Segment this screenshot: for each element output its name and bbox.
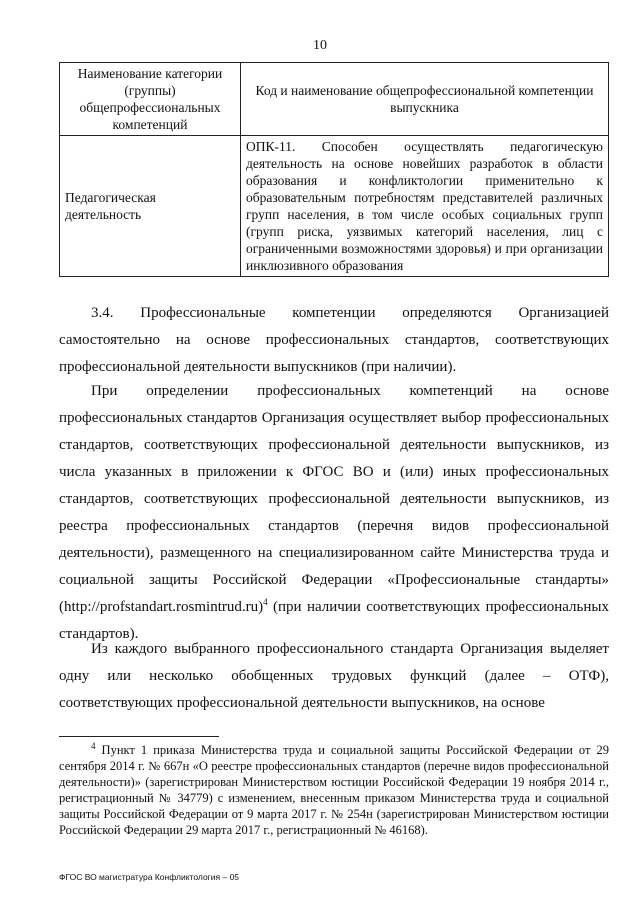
header-category: Наименование категории (группы) общепрофессиональных компетенций (60, 63, 241, 136)
paragraph-standards-tail: (при наличии соответствующих профессиональных стандартов). (59, 599, 609, 642)
footnote-ref: 4 (263, 597, 268, 607)
footnote (59, 742, 609, 838)
paragraph-3-4: 3.4. Профессиональные компетенции определяются Организацией самостоятельно на основе профессиональных стандартов, соответствующих профессиональной деятельности выпускников (при наличии). (59, 305, 609, 375)
paragraph-otf: Из каждого выбранного профессионального стандарта Организация выделяет одну или несколько обобщенных трудовых функций (далее – ОТФ), соответствующих профессиональной деятельности выпускников, на основе (59, 641, 609, 711)
footnote-divider (59, 736, 219, 737)
footnote-marker: 4 (91, 740, 96, 751)
page-footer: ФГОС ВО магистратура Конфликтология – 05 (59, 872, 240, 882)
page-number: 10 (313, 38, 327, 53)
cell-competence: ОПК-11. Способен осуществлять педагогическую деятельность на основе новейших разработок в области образования и конфликтологии применительно к образовательным потребностям представителей различных групп населения, в том числе особых социальных групп (групп риска, уязвимых категорий населения, лиц с ограниченными возможностями здоровья) и при организации инклюзивного образования (241, 136, 609, 277)
footnote-text: Пункт 1 приказа Министерства труда и социальной защиты Российской Федерации от 29 сентября 2014 г. № 667н «О реестре профессиональных стандартов (перечне видов профессиональной деятельности)» (зарегистрирован Министерством юстиции Российской Федерации 19 ноября 2014 г., регистрационный № 34779) с изменением, внесенным приказом Министерства труда и социальной защиты Российской Федерации от 9 марта 2017 г. № 254н (зарегистрирован Министерством юстиции Российской Федерации 29 марта 2017 г., регистрационный № 46168). (59, 743, 609, 837)
competence-table (59, 62, 609, 277)
paragraph-standards-text: При определении профессиональных компетенций на основе профессиональных стандартов Организация осуществляет выбор профессиональных стандартов, соответствующих профессиональной деятельности выпускников, из числа указанных в приложении к ФГОС ВО и (или) иных профессиональных стандартов, соответствующих профессиональной деятельности выпускников, из реестра профессиональных стандартов (перечня видов профессиональной деятельности), размещенного на специализированном сайте Министерства труда и социальной защиты Российской Федерации «Профессиональные стандарты» (http://profstandart.rosmintrud.ru) (59, 383, 609, 615)
table-row (60, 136, 609, 277)
table-header-row (60, 63, 609, 136)
paragraph-standards (59, 378, 609, 648)
header-competence: Код и наименование общепрофессиональной компетенции выпускника (241, 63, 609, 136)
cell-category: Педагогическая деятельность (60, 136, 241, 277)
